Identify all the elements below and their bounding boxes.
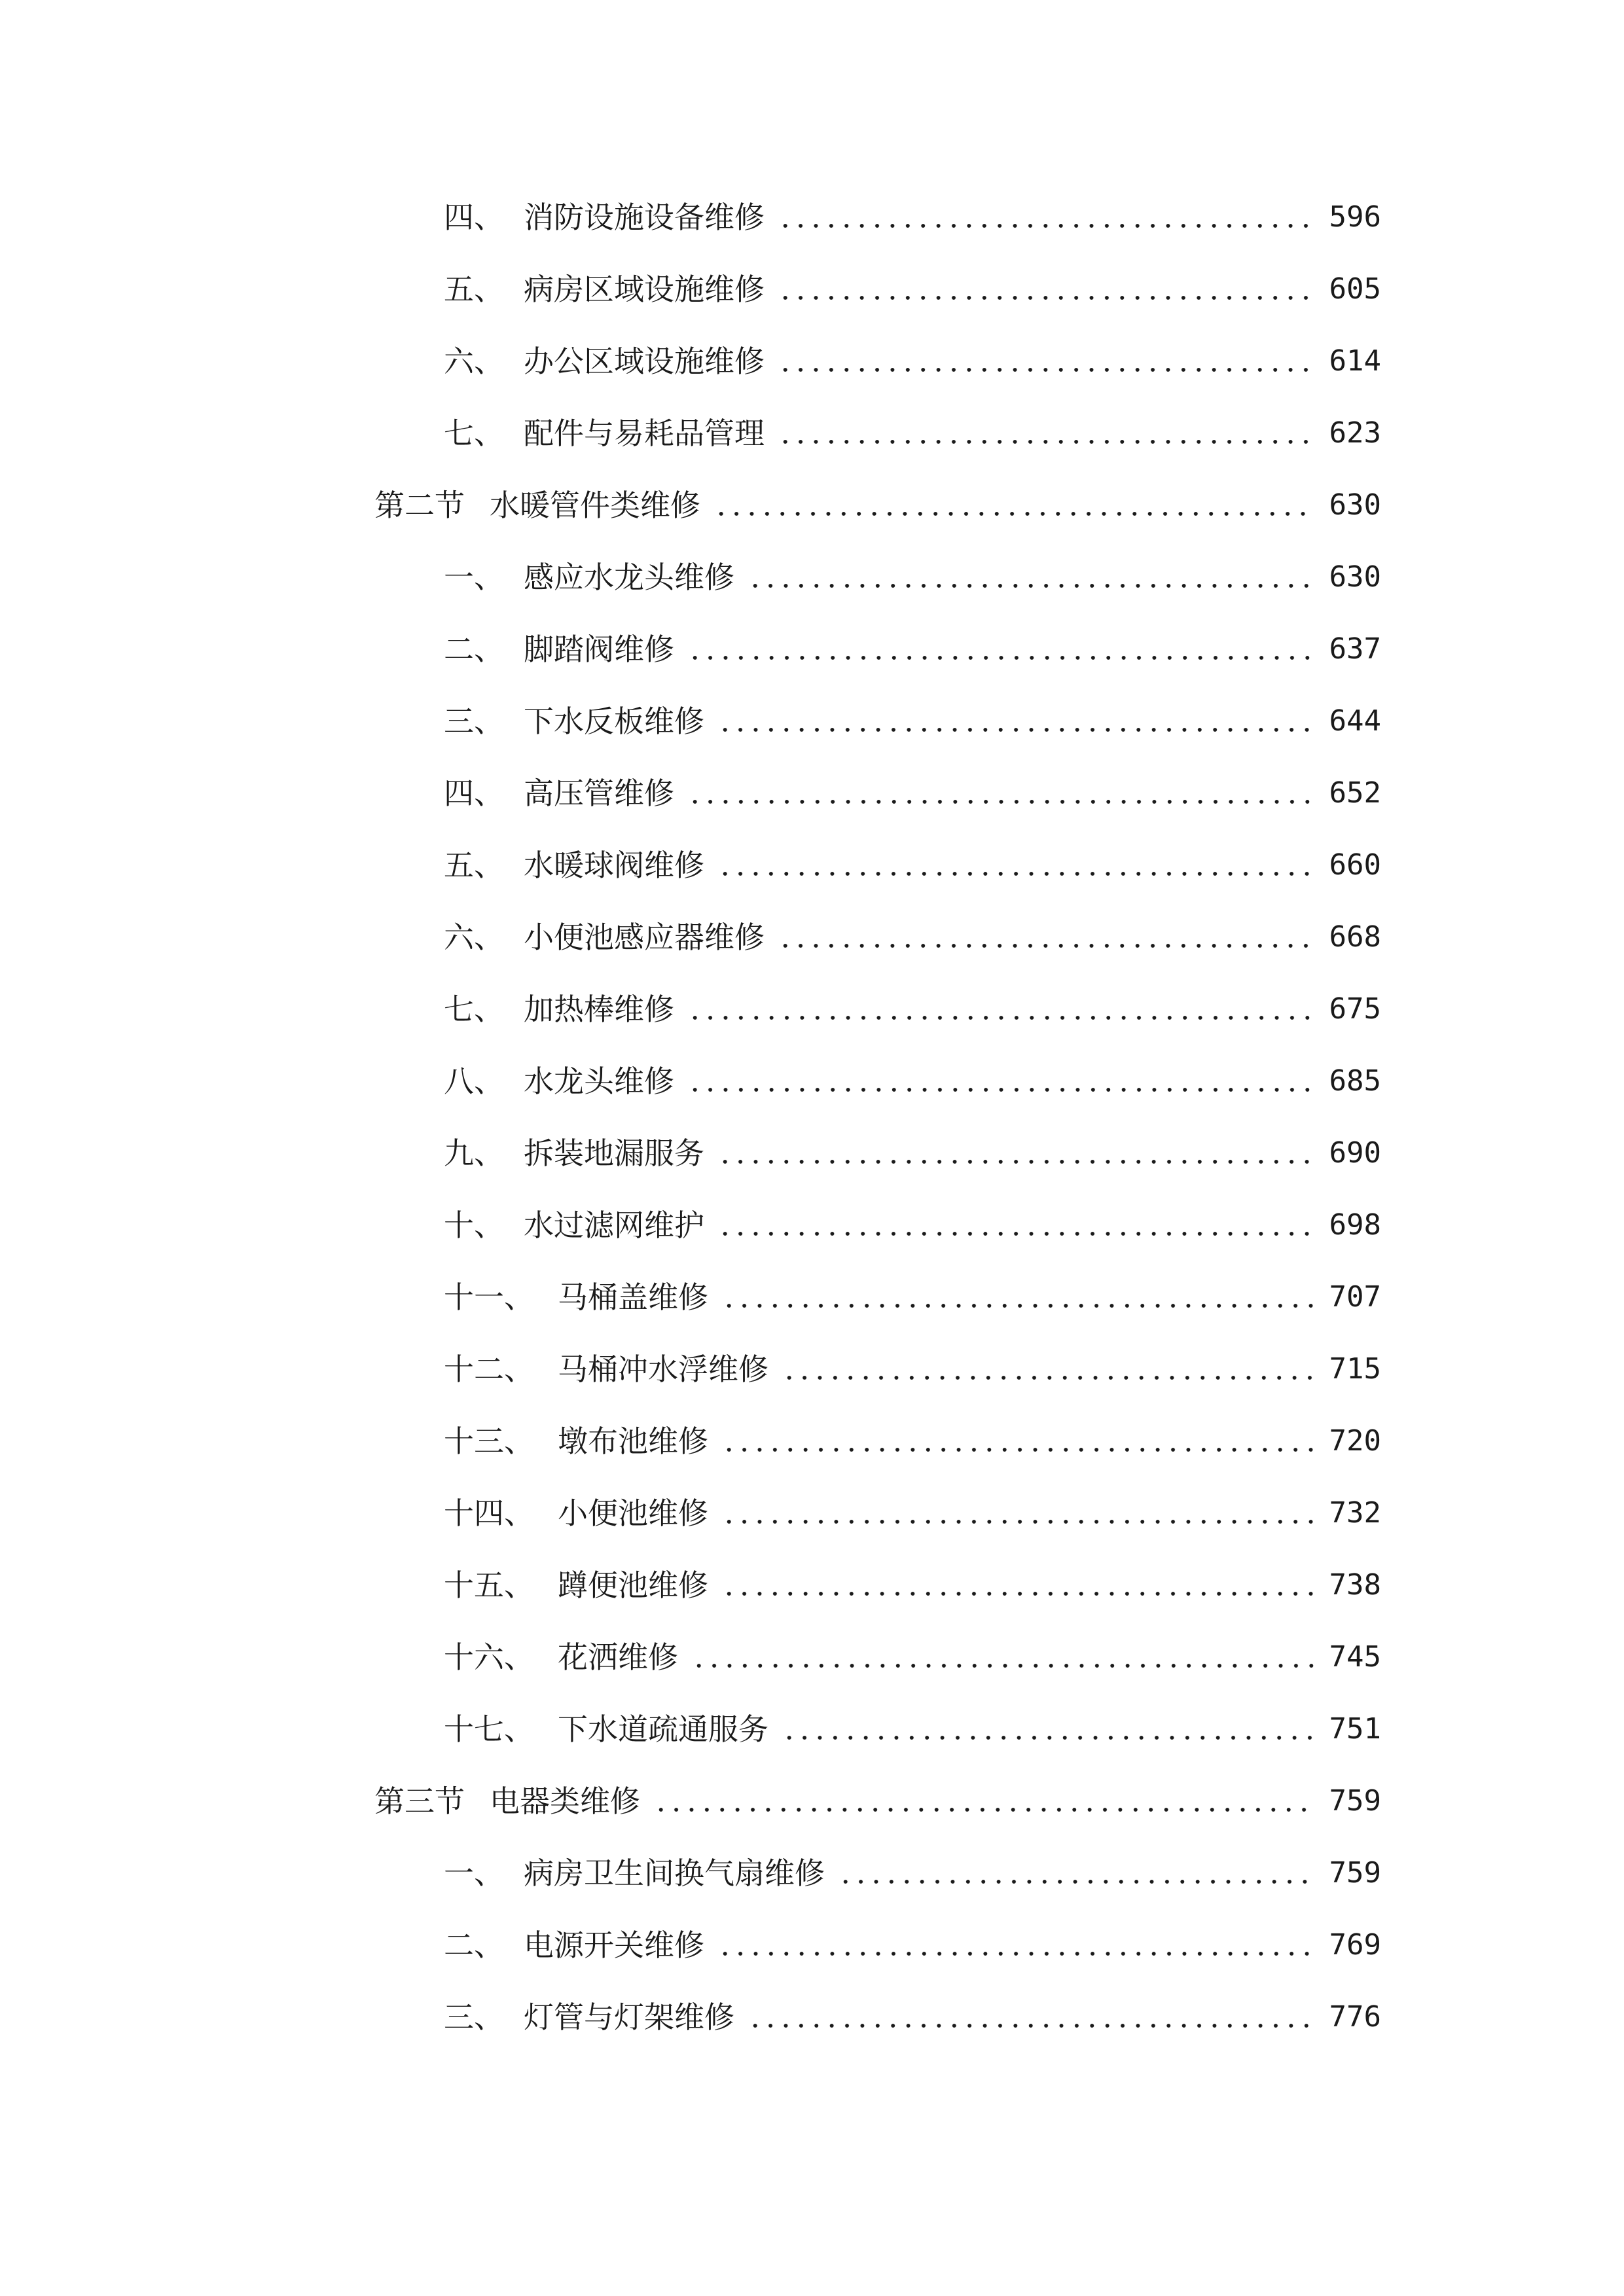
toc-entry-number: 七、 (444, 416, 504, 451)
toc-entry-number: 四、 (444, 200, 504, 235)
dot-leader (778, 224, 1314, 228)
toc-entry-page: 637 (1329, 632, 1381, 666)
toc-entry-number: 八、 (444, 1064, 504, 1099)
toc-entry-page: 644 (1329, 704, 1381, 738)
dot-leader (721, 1304, 1314, 1308)
toc-entry-page: 614 (1329, 344, 1381, 378)
toc-section-title: 水暖管件类维修 (490, 488, 700, 523)
toc-entry-page: 698 (1329, 1208, 1381, 1242)
toc-entry[interactable] (444, 263, 1381, 315)
toc-entry-page: 759 (1329, 1784, 1381, 1818)
toc-entry-page: 769 (1329, 1928, 1381, 1962)
toc-entry[interactable] (444, 1847, 1381, 1899)
dot-leader (778, 944, 1314, 948)
toc-entry-title: 蹲便池维修 (558, 1568, 708, 1603)
toc-entry-page: 630 (1329, 488, 1381, 522)
toc-entry-number: 十四、 (444, 1496, 534, 1531)
toc-entry[interactable] (444, 1199, 1381, 1251)
toc-entry-number: 十三、 (444, 1424, 534, 1459)
toc-entry-number: 六、 (444, 920, 504, 955)
toc-entry[interactable] (444, 911, 1381, 963)
toc-entry-page: 675 (1329, 992, 1381, 1026)
toc-entry[interactable] (444, 191, 1381, 243)
toc-entry[interactable] (444, 1055, 1381, 1107)
toc-entry-number: 十、 (444, 1208, 504, 1243)
toc-entry-title: 电源开关维修 (524, 1928, 704, 1963)
toc-entry-number: 一、 (444, 1856, 504, 1891)
toc-entry-title: 下水反板维修 (524, 704, 704, 739)
toc-entry[interactable] (444, 1919, 1381, 1971)
dot-leader (721, 1448, 1314, 1452)
toc-entry[interactable] (444, 335, 1381, 387)
toc-entry-title: 配件与易耗品管理 (524, 416, 765, 451)
toc-entry-title: 病房区域设施维修 (524, 272, 765, 307)
toc-entry-title: 水过滤网维护 (524, 1208, 704, 1243)
toc-entry-title: 小便池感应器维修 (524, 920, 765, 955)
toc-entry[interactable] (444, 1559, 1381, 1611)
dot-leader (717, 1160, 1314, 1164)
toc-entry[interactable] (444, 1415, 1381, 1467)
dot-leader (748, 584, 1314, 588)
toc-entry-title: 办公区域设施维修 (524, 344, 765, 379)
toc-entry-title: 水龙头维修 (524, 1064, 674, 1099)
toc-section-number: 第三节 (374, 1784, 465, 1819)
toc-entry-title: 拆装地漏服务 (524, 1136, 704, 1171)
dot-leader (748, 2024, 1314, 2028)
toc-entry-title: 感应水龙头维修 (524, 560, 734, 595)
toc-entry-title: 脚踏阀维修 (524, 632, 674, 667)
toc-entry[interactable] (444, 983, 1381, 1035)
dot-leader (778, 440, 1314, 444)
toc-entry-title: 马桶冲水浮维修 (558, 1352, 768, 1387)
dot-leader (687, 656, 1314, 660)
toc-entry-page: 738 (1329, 1568, 1381, 1602)
toc-entry-page: 732 (1329, 1496, 1381, 1530)
toc-entry[interactable] (444, 1631, 1381, 1683)
toc-entry[interactable] (444, 1703, 1381, 1755)
dot-leader (713, 512, 1314, 516)
toc-entry-title: 小便池维修 (558, 1496, 708, 1531)
toc-entry-number: 三、 (444, 2000, 504, 2035)
toc-entry-number: 十六、 (444, 1640, 534, 1675)
toc-entry-number: 二、 (444, 632, 504, 667)
toc-entry-title: 花洒维修 (558, 1640, 678, 1675)
dot-leader (687, 1088, 1314, 1092)
toc-entry-page: 652 (1329, 776, 1381, 810)
toc-entry-title: 马桶盖维修 (558, 1280, 708, 1315)
dot-leader (717, 728, 1314, 732)
toc-entry-page: 715 (1329, 1352, 1381, 1386)
dot-leader (721, 1520, 1314, 1524)
toc-entry[interactable] (444, 839, 1381, 891)
toc-entry-page: 720 (1329, 1424, 1381, 1458)
dot-leader (838, 1880, 1314, 1884)
toc-entry[interactable] (444, 1271, 1381, 1323)
toc-entry[interactable] (444, 623, 1381, 675)
toc-entry-page: 745 (1329, 1640, 1381, 1674)
toc-entry-page: 630 (1329, 560, 1381, 594)
toc-entry-title: 消防设施设备维修 (524, 200, 765, 235)
toc-entry-page: 596 (1329, 200, 1381, 234)
toc-entry-title: 病房卫生间换气扇维修 (524, 1856, 825, 1891)
toc-entry-number: 十一、 (444, 1280, 534, 1315)
toc-entry-number: 三、 (444, 704, 504, 739)
toc-entry-page: 685 (1329, 1064, 1381, 1098)
toc-entry-number: 二、 (444, 1928, 504, 1963)
toc-entry[interactable] (444, 551, 1381, 603)
toc-entry-page: 707 (1329, 1280, 1381, 1314)
dot-leader (717, 1232, 1314, 1236)
dot-leader (721, 1592, 1314, 1596)
toc-entry-page: 759 (1329, 1856, 1381, 1890)
toc-entry-title: 高压管维修 (524, 776, 674, 811)
dot-leader (782, 1376, 1314, 1380)
toc-entry-number: 十二、 (444, 1352, 534, 1387)
toc-entry-number: 四、 (444, 776, 504, 811)
dot-leader (778, 296, 1314, 300)
toc-entry-page: 668 (1329, 920, 1381, 954)
dot-leader (782, 1736, 1314, 1740)
toc-entry-number: 七、 (444, 992, 504, 1027)
dot-leader (691, 1664, 1314, 1668)
toc-entry-number: 十七、 (444, 1712, 534, 1747)
dot-leader (717, 1952, 1314, 1956)
toc-entry-number: 一、 (444, 560, 504, 595)
toc-entry[interactable] (444, 1127, 1381, 1179)
toc-entry-page: 690 (1329, 1136, 1381, 1170)
toc-entry[interactable] (444, 1487, 1381, 1539)
toc-entry[interactable] (444, 695, 1381, 747)
toc-entry-number: 十五、 (444, 1568, 534, 1603)
toc-entry[interactable] (444, 1991, 1381, 2043)
toc-entry-page: 605 (1329, 272, 1381, 306)
toc-section-number: 第二节 (374, 488, 465, 523)
toc-entry[interactable] (444, 407, 1381, 459)
toc-entry-title: 墩布池维修 (558, 1424, 708, 1459)
toc-entry-title: 灯管与灯架维修 (524, 2000, 734, 2035)
toc-entry[interactable] (444, 1343, 1381, 1395)
toc-entry-page: 623 (1329, 416, 1381, 450)
toc-entry-number: 六、 (444, 344, 504, 379)
dot-leader (687, 800, 1314, 804)
toc-entry-title: 水暖球阀维修 (524, 848, 704, 883)
toc-entry-page: 751 (1329, 1712, 1381, 1746)
toc-entry-number: 五、 (444, 848, 504, 883)
dot-leader (653, 1808, 1314, 1812)
toc-entry-number: 九、 (444, 1136, 504, 1171)
dot-leader (687, 1016, 1314, 1020)
toc-entry-title: 加热棒维修 (524, 992, 674, 1027)
toc-section-title: 电器类维修 (490, 1784, 640, 1819)
toc-section-entry[interactable] (374, 1775, 1381, 1827)
dot-leader (717, 872, 1314, 876)
toc-entry[interactable] (444, 767, 1381, 819)
toc-entry-page: 776 (1329, 2000, 1381, 2034)
toc-entry-number: 五、 (444, 272, 504, 307)
dot-leader (778, 368, 1314, 372)
toc-entry-title: 下水道疏通服务 (558, 1712, 768, 1747)
toc-entry-page: 660 (1329, 848, 1381, 882)
toc-section-entry[interactable] (374, 479, 1381, 531)
